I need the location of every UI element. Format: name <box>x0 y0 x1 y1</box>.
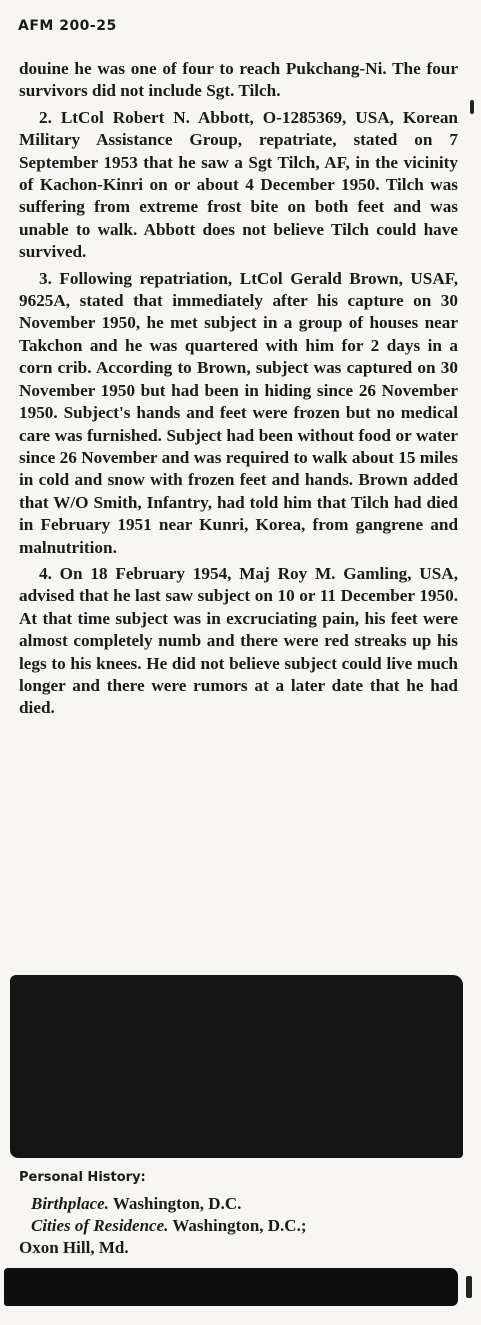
document-header: AFM 200-25 <box>18 18 117 34</box>
paragraph-4: 4. On 18 February 1954, Maj Roy M. Gamling, USA, advised that he last saw subject on 10 or 11 December 1950. At that time subject was in excruciating pain, his feet were almost completely numb and there were red streaks up his legs to his knees. He did not believe subject could live much longer and there were rumors at a later date that he had died. <box>19 563 458 718</box>
residence-line <box>19 1215 459 1237</box>
document-body <box>19 58 458 724</box>
residence-continuation: Oxon Hill, Md. <box>19 1238 129 1257</box>
paragraph-3: 3. Following repatriation, LtCol Gerald Brown, USAF, 9625A, stated that immediately after his capture on 30 November 1950, he met subject in a group of houses near Takchon and he was quartered with him for 2 days in a corn crib. According to Brown, subject was captured on 30 November 1950 but had been in hiding since 26 November 1950. Subject's hands and feet were frozen but no medical care was furnished. Subject had been without food or water since 26 November and was required to walk about 15 miles in cold and snow with frozen feet and hands. Brown added that W/O Smith, Infantry, had told him that Tilch had died in February 1951 near Kunri, Korea, from gangrene and malnutrition. <box>19 268 458 557</box>
personal-history-section <box>19 1170 459 1259</box>
birthplace-line <box>19 1193 459 1215</box>
margin-mark <box>470 100 474 114</box>
residence-value: Washington, D.C.; <box>172 1216 307 1235</box>
residence-label: Cities of Residence. <box>31 1216 169 1235</box>
birthplace-label: Birthplace. <box>31 1194 109 1213</box>
personal-history-title: Personal History: <box>19 1170 146 1185</box>
birthplace-value: Washington, D.C. <box>112 1194 242 1213</box>
margin-mark <box>466 1276 472 1298</box>
paragraph-2: 2. LtCol Robert N. Abbott, O-1285369, USA, Korean Military Assistance Group, repatriate, stated on 7 September 1953 that he saw a Sgt Tilch, AF, in the vicinity of Kachon-Kinri on or about 4 December 1950. Tilch was suffering from extreme frost bite on both feet and was unable to walk. Abbott does not believe Tilch could have survived. <box>19 107 458 262</box>
paragraph-continuation: douine he was one of four to reach Pukchang-Ni. The four survivors did not include Sgt. Tilch. <box>19 59 458 101</box>
redaction-bar <box>4 1268 458 1306</box>
redaction-block <box>10 975 463 1158</box>
